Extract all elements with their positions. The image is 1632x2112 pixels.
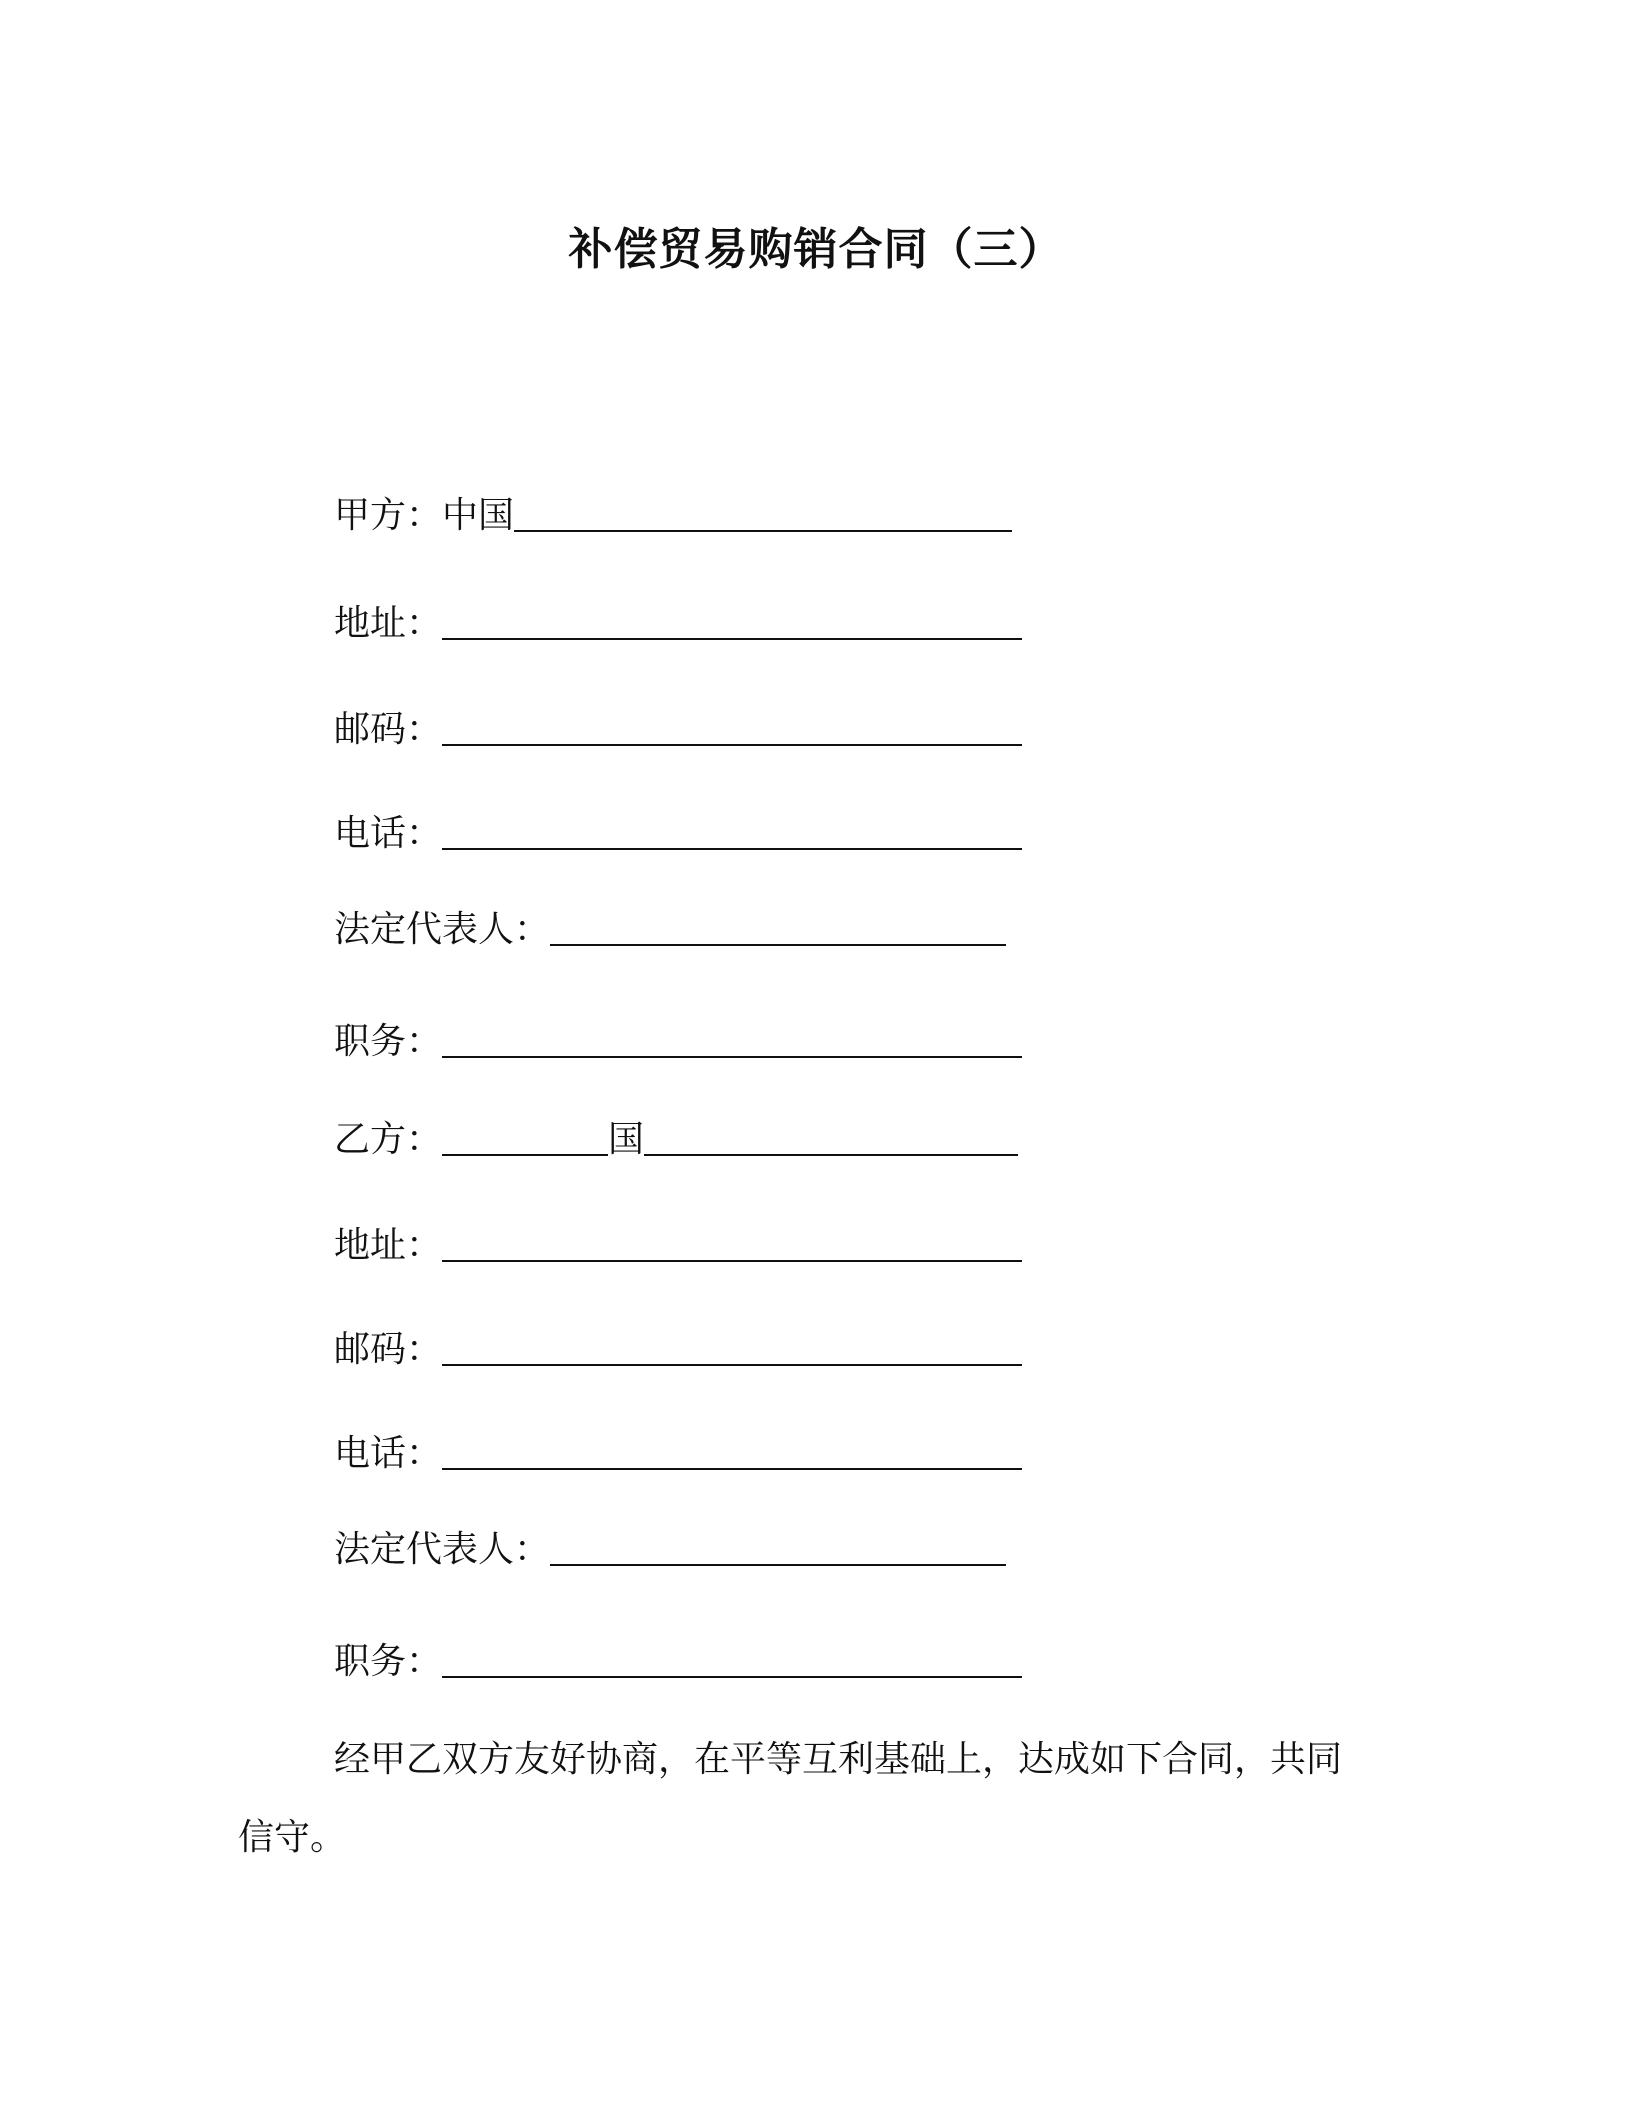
party-b-phone-blank: [442, 1432, 1022, 1470]
party-a-name-value: 中国: [442, 495, 515, 536]
party-b-address-label: 地址：: [334, 1225, 443, 1266]
party-a-address-field: [334, 600, 1022, 648]
party-b-position-blank: [442, 1640, 1022, 1678]
party-b-name-value: 国: [608, 1119, 645, 1160]
party-b-phone-field: [334, 1430, 1022, 1478]
party-a-phone-blank: [442, 812, 1022, 850]
party-a-legal-rep-field: [334, 906, 1006, 954]
party-a-phone-label: 电话：: [334, 813, 443, 854]
party-a-name-label: 甲方：: [334, 495, 443, 536]
party-b-position-label: 职务：: [334, 1641, 443, 1682]
party-a-name-blank: [514, 494, 1012, 532]
document-title: 补偿贸易购销合同（三）: [568, 224, 1064, 275]
party-b-phone-label: 电话：: [334, 1433, 443, 1474]
party-a-name-field: [334, 492, 1012, 540]
party-b-country-blank: [442, 1118, 608, 1156]
party-b-address-field: [334, 1222, 1022, 1270]
party-b-postcode-field: [334, 1326, 1022, 1374]
party-a-position-label: 职务：: [334, 1021, 443, 1062]
intro-paragraph-line-1: 经甲乙双方友好协商，在平等互利基础上，达成如下合同，共同: [334, 1739, 1343, 1780]
party-a-postcode-field: [334, 706, 1022, 754]
party-b-legal-rep-label: 法定代表人：: [334, 1529, 551, 1570]
party-a-address-blank: [442, 602, 1022, 640]
party-b-postcode-blank: [442, 1328, 1022, 1366]
party-a-legal-rep-blank: [550, 908, 1006, 946]
party-a-phone-field: [334, 810, 1022, 858]
party-b-postcode-label: 邮码：: [334, 1329, 443, 1370]
party-a-position-field: [334, 1018, 1022, 1066]
party-a-position-blank: [442, 1020, 1022, 1058]
party-b-legal-rep-blank: [550, 1528, 1006, 1566]
party-a-address-label: 地址：: [334, 603, 443, 644]
party-b-name-field: [334, 1116, 1018, 1164]
party-a-legal-rep-label: 法定代表人：: [334, 909, 551, 950]
party-a-postcode-label: 邮码：: [334, 709, 443, 750]
intro-paragraph-line-2: 信守。: [238, 1817, 347, 1858]
party-b-name-blank: [644, 1118, 1018, 1156]
party-a-postcode-blank: [442, 708, 1022, 746]
party-b-legal-rep-field: [334, 1526, 1006, 1574]
party-b-address-blank: [442, 1224, 1022, 1262]
party-b-name-label: 乙方：: [334, 1119, 443, 1160]
party-b-position-field: [334, 1638, 1022, 1686]
